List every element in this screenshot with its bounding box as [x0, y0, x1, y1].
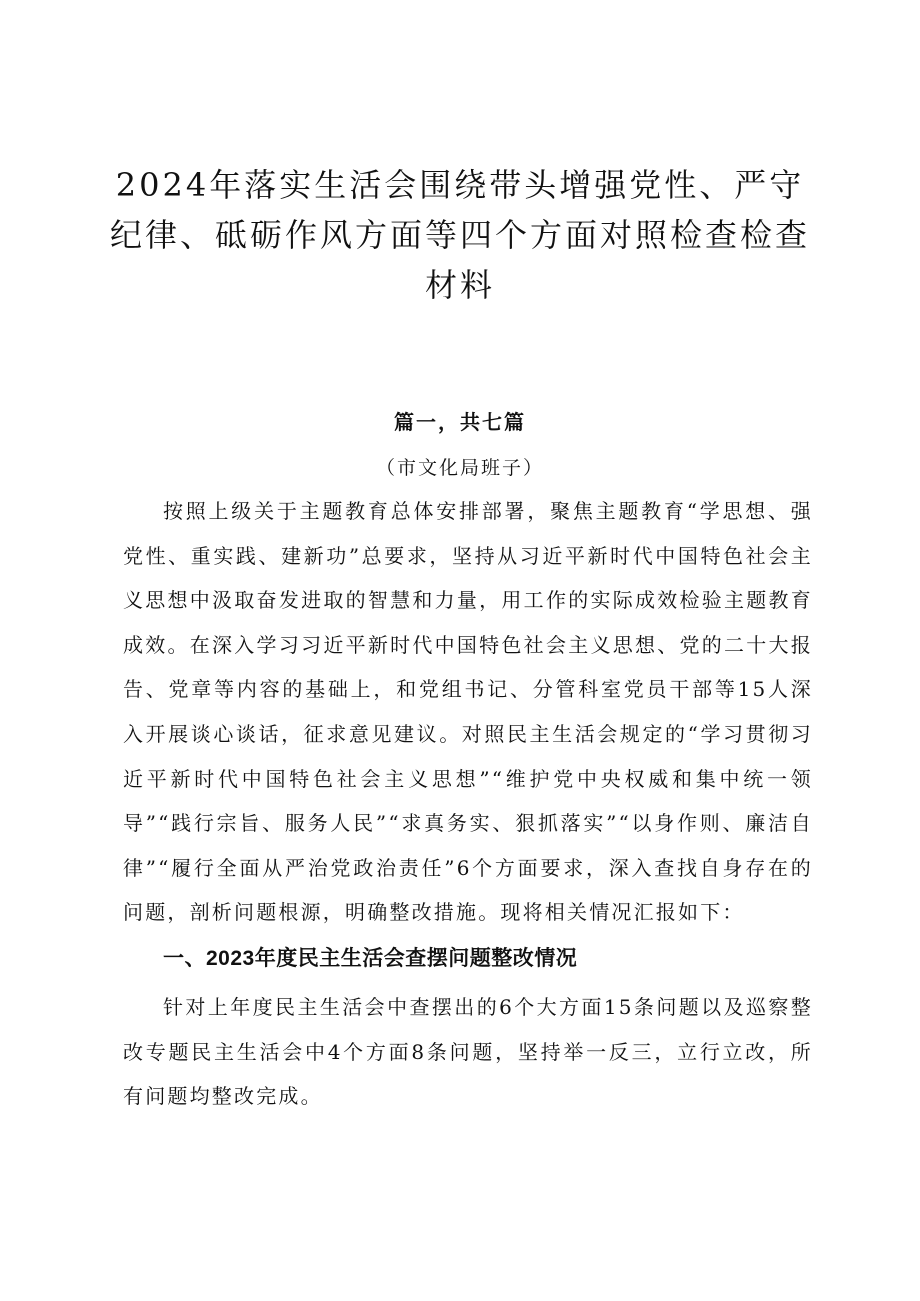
- intro-paragraph: 按照上级关于主题教育总体安排部署，聚焦主题教育“学思想、强党性、重实践、建新功”总要求，坚持从习近平新时代中国特色社会主义思想中汲取奋发进取的智慧和力量，用工作的实际成效检验主题教育成效。在深入学习习近平新时代中国特色社会主义思想、党的二十大报告、党章等内容的基础上，和党组书记、分管科室党员干部等15人深入开展谈心谈话，征求意见建议。对照民主生活会规定的“学习贯彻习近平新时代中国特色社会主义思想”“维护党中央权威和集中统一领导”“践行宗旨、服务人民”“求真务实、狠抓落实”“以身作则、廉洁自律”“履行全面从严治党政治责任”6个方面要求，深入查找自身存在的问题，剖析问题根源，明确整改措施。现将相关情况汇报如下：: [123, 499, 813, 925]
- document-title: [110, 160, 810, 310]
- section-one-heading: 一、2023年度民主生活会查摆问题整改情况: [163, 947, 578, 970]
- title-line-2: 纪律、砥砺作风方面等四个方面对照检查检查: [110, 216, 811, 254]
- unit-label: （市文化局班子）: [375, 457, 544, 479]
- title-line-1: 2024年落实生活会围绕带头增强党性、严守: [115, 166, 805, 204]
- title-line-3: 材料: [424, 266, 495, 304]
- piece-label: 篇一，共七篇: [394, 410, 526, 434]
- section-one-paragraph: 针对上年度民主生活会中查摆出的6个大方面15条问题以及巡察整改专题民主生活会中4个方面8条问题，坚持举一反三，立行立改，所有问题均整改完成。: [123, 995, 813, 1109]
